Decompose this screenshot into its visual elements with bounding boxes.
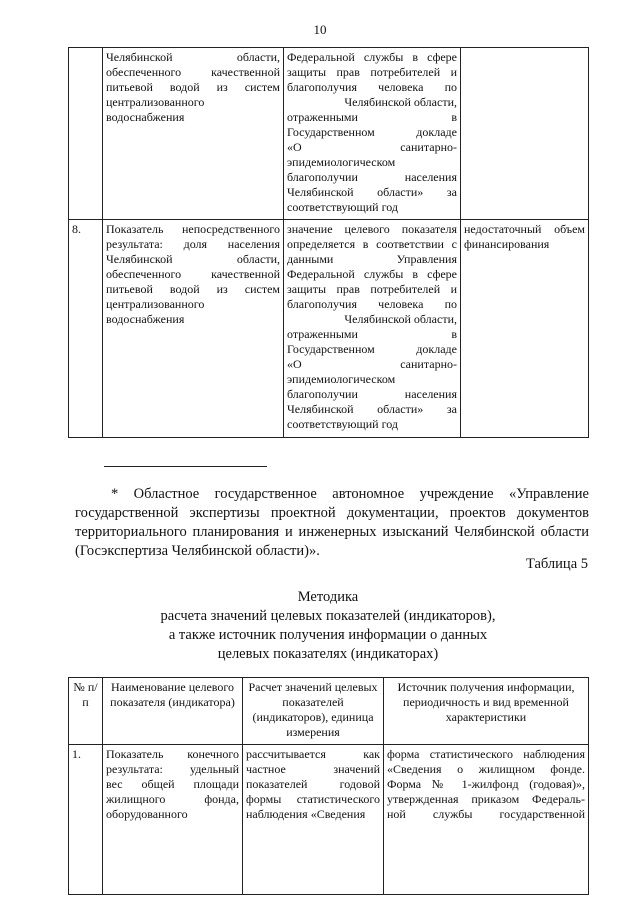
indicator-name-cell: Показатель непосредственного результата: доля населения Челябинской области, обеспеченного качественной питьевой водой из систем централизованного водоснабжения [103,220,284,438]
reason-cell: недостаточный объем финансирования [461,220,589,438]
table-row [69,48,589,220]
indicator-name-cell: Челябинской области, обеспеченного качественной питьевой водой из систем централизованного водоснабжения [103,48,284,220]
table-label: Таблица 5 [525,556,588,572]
source-cell: форма статистического наблюдения «Сведения о жилищном фонде. Форма № 1-жилфонд (годовая)», утвержденная приказом Федераль- ной службы государственной [384,745,589,895]
calculation-cell: Федеральной службы в сфере защиты прав потребителей и благополучия человека по Челябинской области, отраженными в Государственном докладе «О санитарно- эпидемиологическом благополучии населения Челябинской области» за соответствующий год [284,48,461,220]
header-name: Наименование целевого показателя (индикатора) [103,678,243,745]
table-row [69,745,589,895]
indicator-name-cell: Показатель конечного результата: удельный вес общей площади жилищного фонда, оборудованного [103,745,243,895]
reason-cell [461,48,589,220]
row-number: 8. [69,220,103,438]
methodology-title: Методика расчета значений целевых показателей (индикаторов), а также источник получения информации о данных целевых показателях (индикаторах) [160,589,496,662]
header-num: № п/п [69,678,103,745]
calculation-cell: рассчитывается как частное значений показателей годовой формы статистического наблюдения «Сведения [243,745,384,895]
calculation-cell: значение целевого показателя определяется в соответствии с данными Управления Федеральной службы в сфере защиты прав потребителей и благополучия человека по Челябинской области, отраженными в Государственном докладе «О санитарно- эпидемиологическом благополучии населения Челябинской области» за соответствующий год [284,220,461,438]
header-calc: Расчет значений целевых показателей (индикаторов), единица измерения [243,678,384,745]
header-source: Источник получения информации, периодичность и вид временной характеристики [384,678,589,745]
table-row [69,220,589,438]
methodology-table [68,677,589,895]
row-number: 1. [69,745,103,895]
footnote-text: * Областное государственное автономное учреждение «Управление государственной экспертизы проектной документации, проектов документов территориального планирования и инженерных изысканий Челябинской области (Госэкспертиза Челябинской области)». [75,486,589,559]
footnote-divider [104,466,267,467]
indicator-table-continued [68,47,589,438]
page-number: 10 [313,22,327,37]
table-header-row [69,678,589,745]
row-number [69,48,103,220]
